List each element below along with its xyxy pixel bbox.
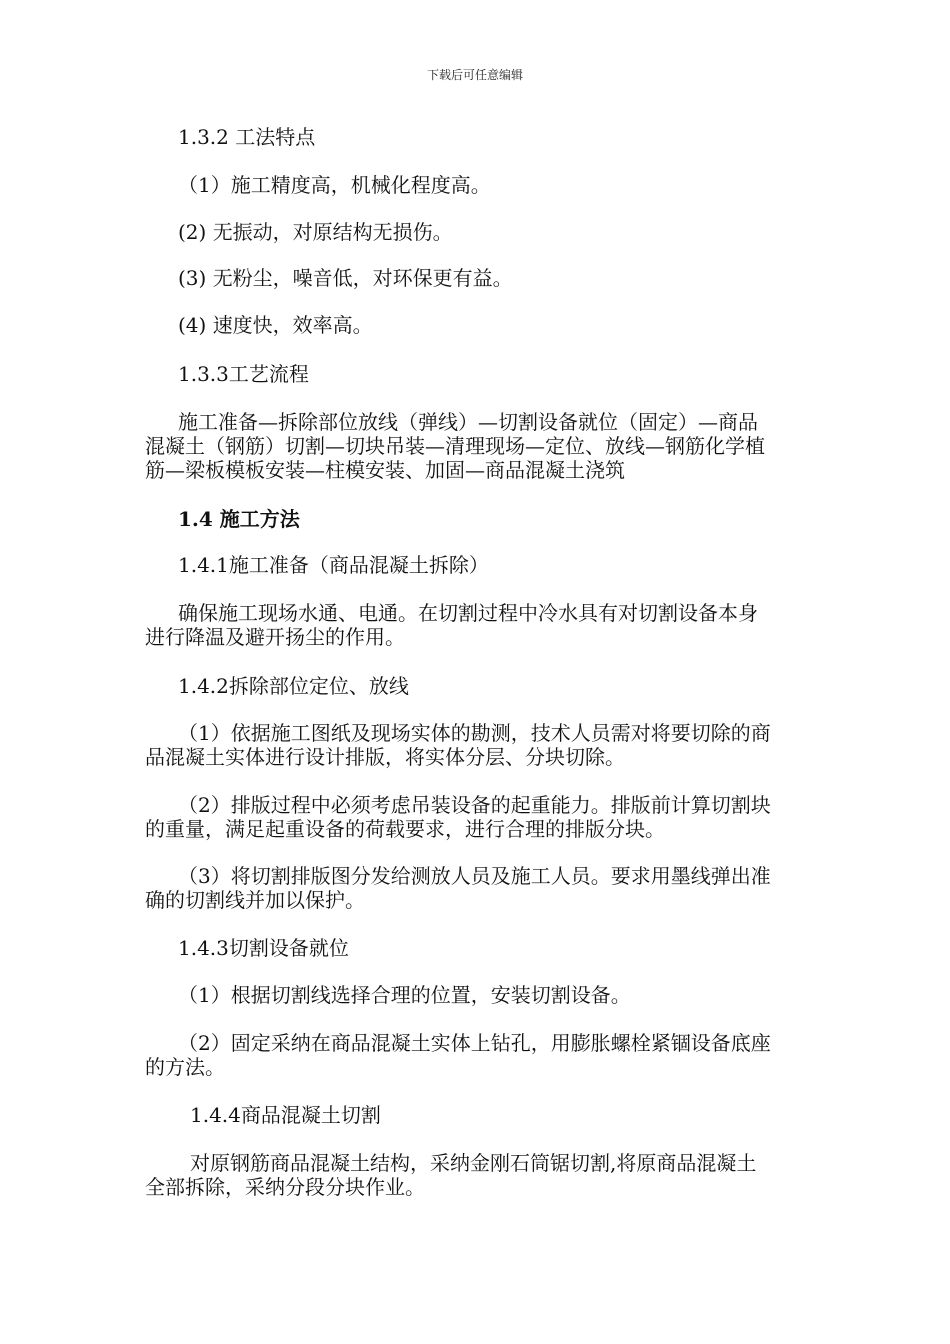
section-heading-1-4-4: 1.4.4商品混凝土切割 [190, 1103, 381, 1127]
layout-line: 的重量，满足起重设备的荷载要求，进行合理的排版分块。 [145, 817, 665, 841]
process-flow-line: 混凝土（钢筋）切割—切块吊装—清理现场—定位、放线—钢筋化学植 [145, 434, 765, 458]
preparation-line: 进行降温及避开扬尘的作用。 [145, 625, 405, 649]
cutting-line: 全部拆除，采纳分段分块作业。 [145, 1175, 425, 1199]
layout-paragraph-1 [145, 721, 845, 769]
layout-paragraph-2 [145, 793, 845, 841]
feature-item-4: (4) 速度快，效率高。 [178, 313, 373, 337]
page-header-note: 下载后可任意编辑 [426, 68, 523, 82]
layout-line: 确的切割线并加以保护。 [145, 888, 365, 912]
layout-line: （3）将切割排版图分发给测放人员及施工人员。要求用墨线弹出准 [178, 864, 771, 888]
section-heading-1-4: 1.4 施工方法 [178, 507, 300, 531]
process-flow-line: 筋—梁板模板安装—柱模安装、加固—商品混凝土浇筑 [145, 458, 625, 482]
layout-paragraph-3 [145, 864, 845, 912]
process-flow-line: 施工准备—拆除部位放线（弹线）—切割设备就位（固定）—商品 [178, 410, 758, 434]
process-flow-paragraph [145, 410, 845, 482]
equipment-item-1: （1）根据切割线选择合理的位置，安装切割设备。 [178, 983, 631, 1007]
section-heading-1-3-3: 1.3.3工艺流程 [178, 362, 309, 386]
layout-line: 品混凝土实体进行设计排版，将实体分层、分块切除。 [145, 745, 625, 769]
section-heading-1-4-2: 1.4.2拆除部位定位、放线 [178, 674, 409, 698]
feature-item-3: (3) 无粉尘，噪音低，对环保更有益。 [178, 266, 513, 290]
preparation-paragraph [145, 601, 845, 649]
section-heading-1-4-1: 1.4.1施工准备（商品混凝土拆除） [178, 553, 489, 577]
feature-item-2: (2) 无振动，对原结构无损伤。 [178, 220, 453, 244]
section-heading-1-3-2: 1.3.2 工法特点 [178, 125, 316, 149]
cutting-line: 对原钢筋商品混凝土结构，采纳金刚石筒锯切割,将原商品混凝土 [190, 1151, 757, 1175]
cutting-paragraph [145, 1151, 845, 1199]
equipment-paragraph-2 [145, 1031, 845, 1079]
section-heading-1-4-3: 1.4.3切割设备就位 [178, 936, 349, 960]
preparation-line: 确保施工现场水通、电通。在切割过程中冷水具有对切割设备本身 [178, 601, 758, 625]
layout-line: （2）排版过程中必须考虑吊装设备的起重能力。排版前计算切割块 [178, 793, 771, 817]
equipment-line: （2）固定采纳在商品混凝土实体上钻孔，用膨胀螺栓紧锢设备底座 [178, 1031, 771, 1055]
equipment-line: 的方法。 [145, 1055, 225, 1079]
feature-item-1: （1）施工精度高，机械化程度高。 [178, 173, 491, 197]
layout-line: （1）依据施工图纸及现场实体的勘测，技术人员需对将要切除的商 [178, 721, 771, 745]
